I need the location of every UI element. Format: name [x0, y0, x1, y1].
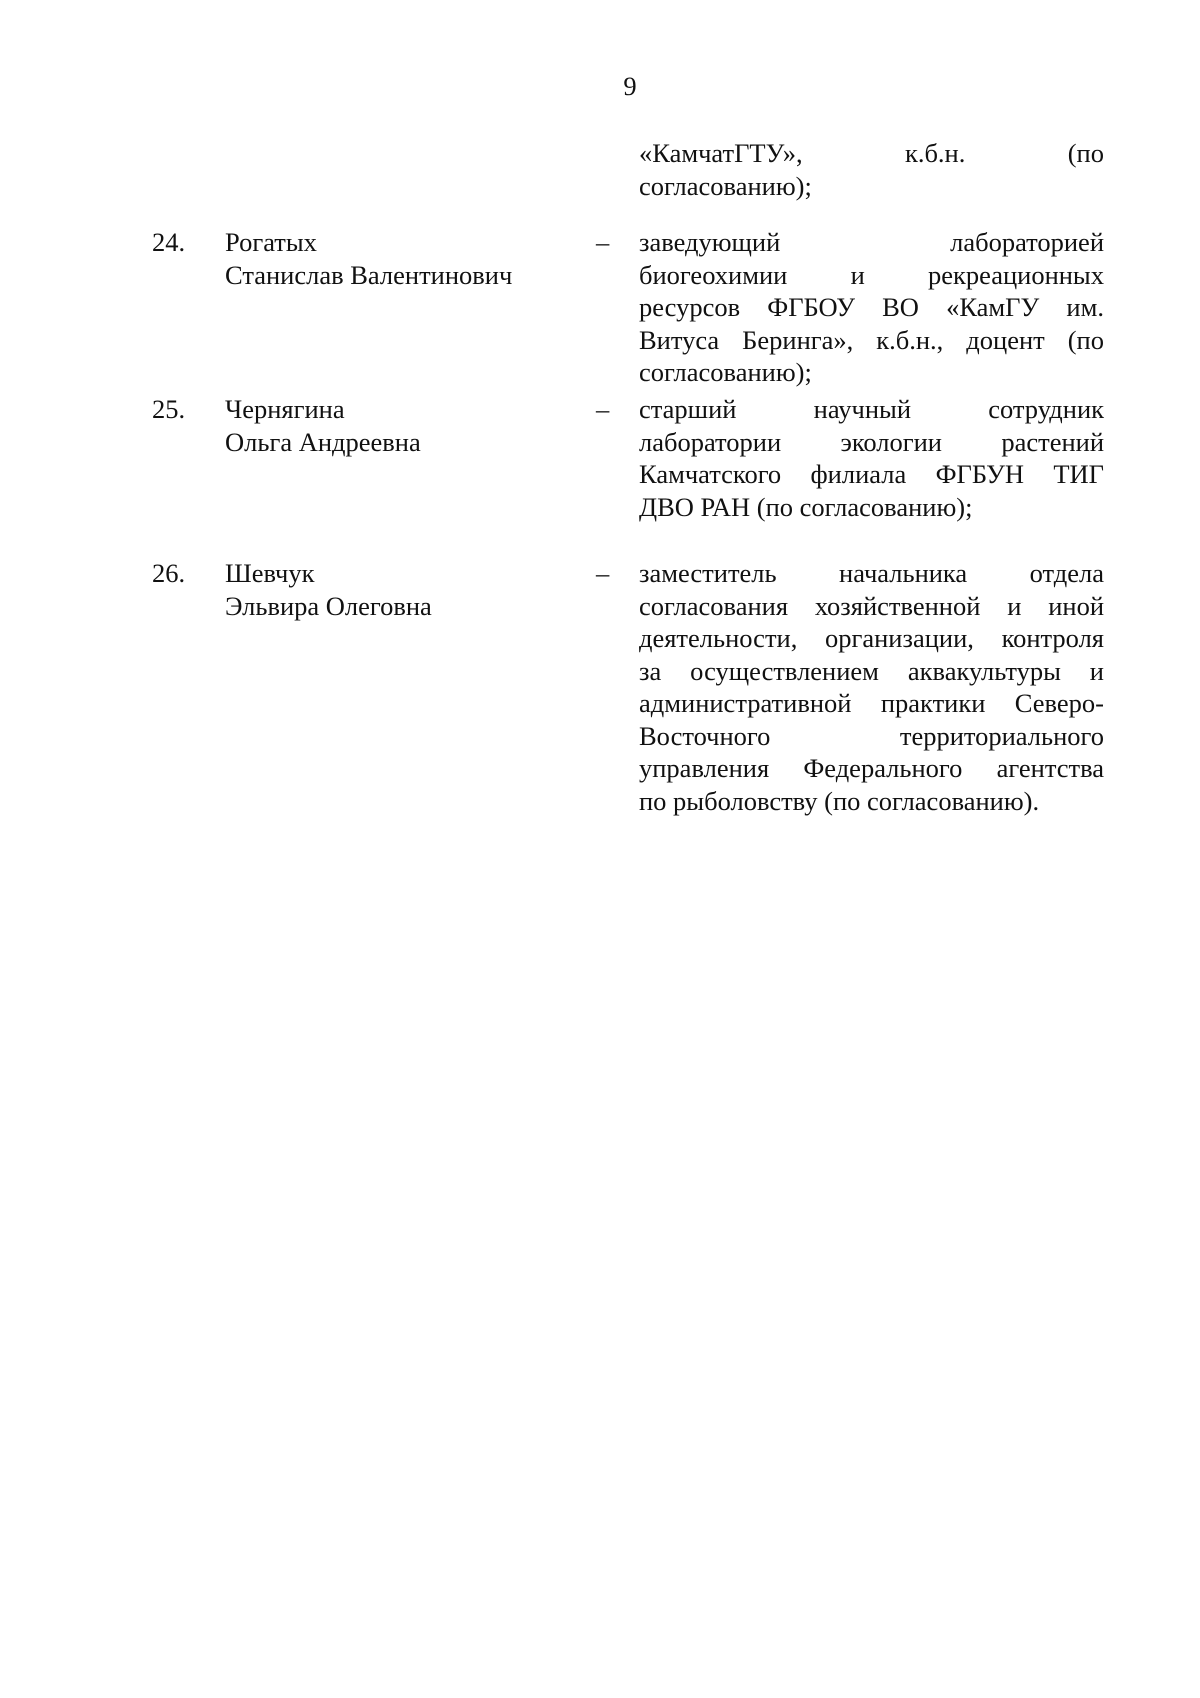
- person-name: [225, 393, 585, 458]
- item-number: 26.: [152, 558, 186, 588]
- description-line: по рыболовству (по согласованию).: [639, 785, 1040, 816]
- description-line: деятельности, организации, контроля: [639, 623, 1104, 653]
- position-description: [639, 226, 1104, 389]
- page-number: 9: [623, 71, 637, 101]
- description-line: согласованию);: [639, 170, 812, 201]
- person-name: [225, 226, 585, 291]
- description-line: ресурсов ФГБОУ ВО «КамГУ им.: [639, 292, 1104, 322]
- person-given-names: Ольга Андреевна: [225, 426, 421, 457]
- continuation-description: [639, 137, 1104, 202]
- description-line: административной практики Северо-: [639, 688, 1104, 718]
- dash-separator: –: [596, 394, 610, 424]
- description-line: биогеохимии и рекреационных: [639, 259, 1104, 290]
- person-surname: Рогатых: [225, 227, 317, 257]
- description-line: за осуществлением аквакультуры и: [639, 655, 1104, 686]
- dash-separator: –: [596, 558, 610, 588]
- description-line: «КамчатГТУ», к.б.н. (по: [639, 138, 1104, 168]
- person-given-names: Эльвира Олеговна: [225, 590, 432, 621]
- description-line: согласованию);: [639, 357, 812, 387]
- description-line: Витуса Беринга», к.б.н., доцент (по: [639, 324, 1104, 355]
- person-surname: Шевчук: [225, 558, 315, 588]
- description-line: согласования хозяйственной и иной: [639, 590, 1104, 621]
- description-line: заместитель начальника отдела: [639, 558, 1104, 588]
- dash-separator: –: [596, 227, 610, 257]
- position-description: [639, 557, 1104, 817]
- person-name: [225, 557, 585, 622]
- description-line: ДВО РАН (по согласованию);: [639, 491, 973, 522]
- description-line: лаборатории экологии растений: [639, 426, 1104, 457]
- person-given-names: Станислав Валентинович: [225, 259, 513, 290]
- description-line: Камчатского филиала ФГБУН ТИГ: [639, 459, 1104, 489]
- person-surname: Чернягина: [225, 394, 345, 424]
- description-line: старший научный сотрудник: [639, 394, 1104, 424]
- description-line: заведующий лабораторией: [639, 227, 1104, 257]
- item-number: 25.: [152, 394, 186, 424]
- position-description: [639, 393, 1104, 523]
- description-line: управления Федерального агентства: [639, 753, 1104, 783]
- item-number: 24.: [152, 227, 186, 257]
- description-line: Восточного территориального: [639, 720, 1104, 751]
